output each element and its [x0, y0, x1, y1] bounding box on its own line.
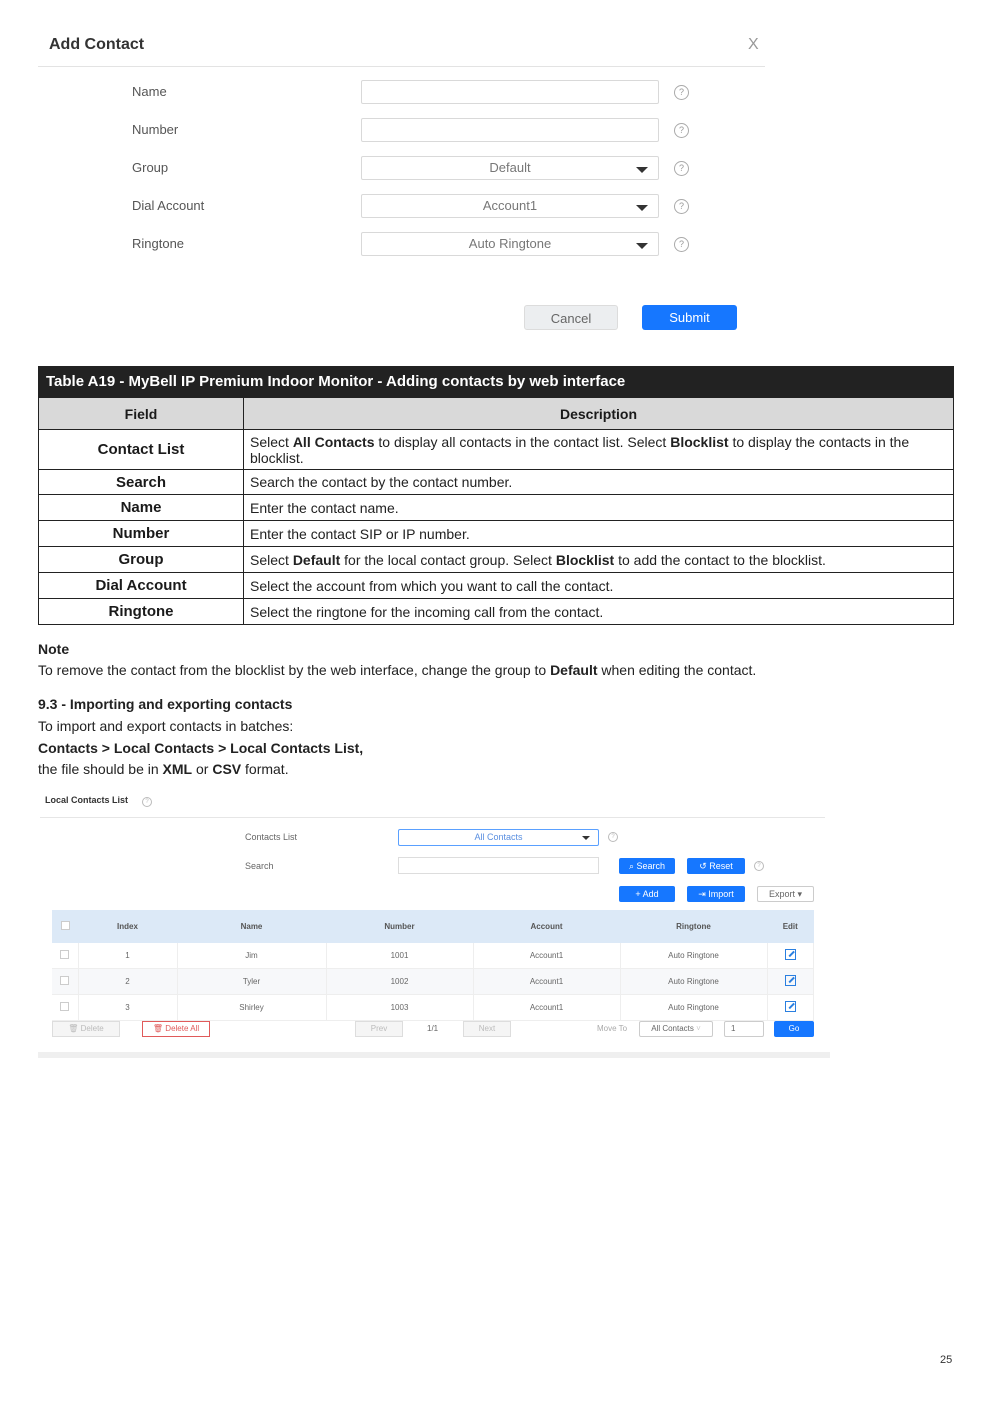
- search-input[interactable]: [398, 857, 599, 874]
- table-row: [39, 470, 954, 495]
- import-button-label: Import: [708, 889, 734, 899]
- caret-down-icon: [636, 205, 648, 211]
- dialog-title: Add Contact: [49, 36, 145, 53]
- desc-text: to display all contacts in the contact list. Select: [374, 433, 671, 450]
- go-button[interactable]: Go: [774, 1021, 814, 1037]
- note-text-part: when editing the contact.: [597, 662, 757, 678]
- dial-account-value: Account1: [482, 198, 538, 213]
- contacts-list-label: Contacts List: [245, 832, 298, 842]
- close-icon[interactable]: X: [748, 36, 759, 53]
- delete-all-button-label: Delete All: [165, 1024, 200, 1033]
- export-button-label: Export: [768, 889, 795, 899]
- import-icon: ⇥: [698, 889, 709, 899]
- page-number: 25: [940, 1354, 953, 1366]
- cell-ringtone: Auto Ringtone: [620, 943, 767, 969]
- number-input[interactable]: [361, 118, 659, 142]
- group-select[interactable]: [361, 156, 659, 180]
- group-select-value: Default: [489, 160, 531, 175]
- edit-icon[interactable]: [767, 969, 814, 995]
- note-heading: Note: [38, 641, 70, 657]
- submit-button[interactable]: Submit: [642, 305, 737, 330]
- field-cell: Ringtone: [39, 599, 244, 625]
- field-cell: Contact List: [39, 430, 244, 470]
- section-line-1: To import and export contacts in batches:: [38, 718, 294, 734]
- cell-account: Account1: [473, 969, 620, 995]
- cancel-button[interactable]: Cancel: [524, 305, 618, 330]
- cell-index: 3: [78, 995, 177, 1021]
- desc-bold: Blocklist: [555, 551, 615, 568]
- help-icon[interactable]: ?: [754, 861, 764, 871]
- contacts-list-select[interactable]: [398, 829, 599, 846]
- edit-icon[interactable]: [767, 943, 814, 969]
- col-name: Name: [177, 910, 326, 943]
- desc-text: to display the contacts in the blocklist.: [250, 433, 910, 466]
- lcl-divider: [40, 817, 825, 818]
- search-button[interactable]: [619, 858, 675, 874]
- field-cell: Search: [39, 470, 244, 495]
- help-icon[interactable]: ?: [142, 797, 152, 807]
- import-button[interactable]: [687, 886, 745, 902]
- fields-table: [38, 397, 954, 625]
- screenshot-bottom-edge: [38, 1052, 830, 1058]
- table-row: [39, 430, 954, 470]
- line3-bold: CSV: [212, 761, 242, 777]
- ringtone-label: Ringtone: [132, 236, 185, 251]
- description-cell: Select the account from which you want to call the contact.: [244, 573, 954, 599]
- search-icon: ⌕: [628, 861, 637, 871]
- edit-icon[interactable]: [767, 995, 814, 1021]
- line3-bold: XML: [162, 761, 193, 777]
- table-row: [39, 573, 954, 599]
- table-row: [39, 521, 954, 547]
- cell-index: 2: [78, 969, 177, 995]
- field-cell: Group: [39, 547, 244, 573]
- note-text: [38, 662, 756, 678]
- local-contacts-title: Local Contacts List: [45, 795, 129, 805]
- reset-button[interactable]: [687, 858, 745, 874]
- desc-bold: Blocklist: [670, 433, 729, 450]
- desc-text: Select: [250, 433, 293, 450]
- move-to-select[interactable]: [639, 1021, 713, 1037]
- field-cell: Number: [39, 521, 244, 547]
- ringtone-select[interactable]: [361, 232, 659, 256]
- add-button-label: Add: [642, 889, 659, 899]
- note-text-part: To remove the contact from the blocklist by the web interface, change the group to: [38, 662, 551, 678]
- desc-bold: Default: [292, 551, 341, 568]
- name-input[interactable]: [361, 80, 659, 104]
- prev-button[interactable]: Prev: [355, 1021, 403, 1037]
- section-line-3: [38, 761, 289, 777]
- description-cell: Search the contact by the contact number.: [244, 470, 954, 495]
- row-checkbox[interactable]: [52, 943, 78, 969]
- caret-down-icon: ˅: [693, 1024, 701, 1033]
- header-description: Description: [244, 398, 954, 430]
- delete-all-button[interactable]: [142, 1021, 210, 1037]
- name-label: Name: [132, 84, 167, 99]
- delete-button[interactable]: [52, 1021, 120, 1037]
- page-input[interactable]: 1: [724, 1021, 764, 1037]
- field-cell: Name: [39, 495, 244, 521]
- caret-down-icon: [636, 167, 648, 173]
- col-account: Account: [473, 910, 620, 943]
- add-button[interactable]: [619, 886, 675, 902]
- table-row: [39, 599, 954, 625]
- cell-name: Shirley: [177, 995, 326, 1021]
- help-icon[interactable]: ?: [608, 832, 618, 842]
- dial-account-label: Dial Account: [132, 198, 205, 213]
- row-checkbox[interactable]: [52, 995, 78, 1021]
- cell-name: Jim: [177, 943, 326, 969]
- number-label: Number: [132, 122, 179, 137]
- note-bold: Default: [550, 662, 598, 678]
- plus-icon: +: [635, 889, 643, 899]
- col-ringtone: Ringtone: [620, 910, 767, 943]
- description-cell: [244, 430, 954, 470]
- next-button[interactable]: Next: [463, 1021, 511, 1037]
- col-number: Number: [326, 910, 473, 943]
- line3-part: the file should be in: [38, 761, 163, 777]
- description-cell: Select the ringtone for the incoming call from the contact.: [244, 599, 954, 625]
- caret-down-icon: ▾: [794, 889, 803, 899]
- col-edit: Edit: [767, 910, 814, 943]
- cell-account: Account1: [473, 995, 620, 1021]
- line3-part: format.: [241, 761, 289, 777]
- field-cell: Dial Account: [39, 573, 244, 599]
- cell-name: Tyler: [177, 969, 326, 995]
- move-to-label: Move To: [597, 1024, 628, 1033]
- help-icon[interactable]: ?: [674, 123, 689, 138]
- reset-button-label: Reset: [709, 861, 733, 871]
- desc-text: Select: [250, 551, 293, 568]
- cell-number: 1002: [326, 969, 473, 995]
- contacts-list-value: All Contacts: [474, 832, 523, 842]
- page-info: 1/1: [427, 1024, 439, 1033]
- desc-text: to add the contact to the blocklist.: [614, 551, 826, 568]
- search-button-label: Search: [636, 861, 666, 871]
- search-label: Search: [245, 861, 274, 871]
- cell-ringtone: Auto Ringtone: [620, 995, 767, 1021]
- export-button[interactable]: [757, 886, 814, 902]
- description-cell: Enter the contact name.: [244, 495, 954, 521]
- dial-account-select[interactable]: [361, 194, 659, 218]
- help-icon[interactable]: ?: [674, 199, 689, 214]
- section-path: Contacts > Local Contacts > Local Contacts List,: [38, 740, 364, 756]
- contacts-table: [52, 910, 814, 1021]
- header-field: Field: [39, 398, 244, 430]
- table-row: [39, 495, 954, 521]
- select-all-checkbox[interactable]: [52, 910, 78, 943]
- ringtone-value: Auto Ringtone: [468, 236, 552, 251]
- table-row: [52, 969, 814, 995]
- cell-number: 1001: [326, 943, 473, 969]
- row-checkbox[interactable]: [52, 969, 78, 995]
- caret-down-icon: [582, 836, 590, 840]
- description-cell: [244, 547, 954, 573]
- caret-down-icon: [636, 243, 648, 249]
- help-icon[interactable]: ?: [674, 161, 689, 176]
- cell-number: 1003: [326, 995, 473, 1021]
- delete-button-label: Delete: [80, 1024, 104, 1033]
- dialog-divider: [38, 66, 765, 67]
- desc-bold: All Contacts: [292, 433, 375, 450]
- trash-icon: 🗑: [68, 1024, 81, 1033]
- table-row: [52, 995, 814, 1021]
- description-cell: Enter the contact SIP or IP number.: [244, 521, 954, 547]
- section-heading: 9.3 - Importing and exporting contacts: [38, 696, 293, 712]
- line3-part: or: [192, 761, 213, 777]
- cell-ringtone: Auto Ringtone: [620, 969, 767, 995]
- desc-text: for the local contact group. Select: [340, 551, 556, 568]
- cell-index: 1: [78, 943, 177, 969]
- col-index: Index: [78, 910, 177, 943]
- reset-icon: ↺: [699, 861, 710, 871]
- table-row: [39, 547, 954, 573]
- group-label: Group: [132, 160, 169, 175]
- help-icon[interactable]: ?: [674, 85, 689, 100]
- help-icon[interactable]: ?: [674, 237, 689, 252]
- table-title: Table A19 - MyBell IP Premium Indoor Monitor - Adding contacts by web interface: [38, 366, 954, 397]
- trash-icon: 🗑: [152, 1024, 166, 1033]
- cell-account: Account1: [473, 943, 620, 969]
- table-row: [52, 943, 814, 969]
- move-to-value: All Contacts: [651, 1024, 694, 1033]
